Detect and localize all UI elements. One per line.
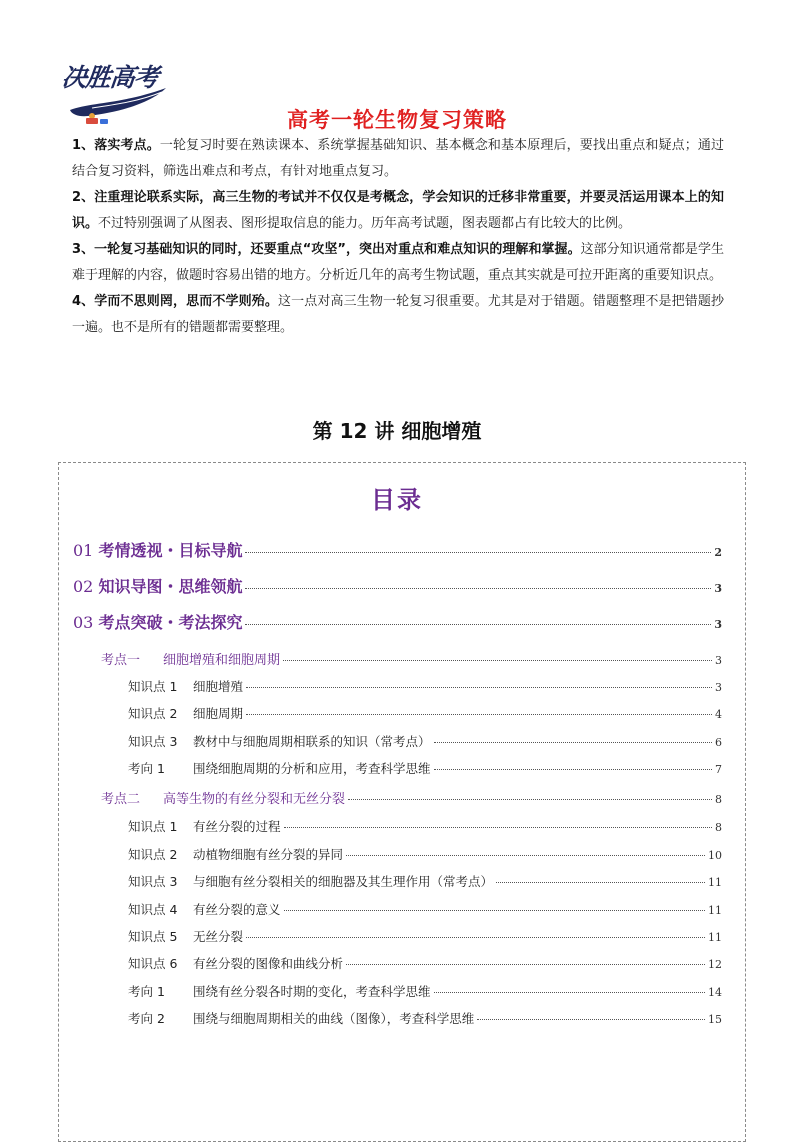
strategy-item <box>72 133 724 185</box>
strategy-list <box>72 133 724 341</box>
toc-leader <box>283 660 712 661</box>
toc-item-label: 知识点 4 <box>128 902 178 917</box>
toc-leader <box>245 624 711 625</box>
strategy-item-text: 一轮复习时要在熟读课本、系统掌握基础知识、基本概念和基本原理后，要找出重点和疑点；通过结合复习资料，筛选出难点和考点，有针对地重点复习。 <box>72 138 724 179</box>
toc-page-number: 10 <box>708 849 722 862</box>
toc-item-link[interactable] <box>128 927 722 945</box>
toc-leader <box>246 687 712 688</box>
toc-item-link[interactable] <box>128 954 722 972</box>
strategy-item <box>72 289 724 341</box>
toc-leader <box>284 910 705 911</box>
toc-item-title: 细胞增殖 <box>193 679 244 694</box>
toc-item-title: 围绕与细胞周期相关的曲线（图像），考查科学思维 <box>193 1011 475 1026</box>
toc-item-label: 知识点 1 <box>128 819 178 834</box>
toc-page-number: 4 <box>715 708 722 721</box>
toc-page-number: 11 <box>708 931 722 944</box>
toc-leader <box>496 882 705 883</box>
toc-item-link[interactable] <box>128 704 722 722</box>
toc-item-label: 知识点 3 <box>128 734 178 749</box>
toc-item-title: 有丝分裂的过程 <box>193 819 281 834</box>
toc-leader <box>477 1019 705 1020</box>
brand-logo-text: 决胜高考 <box>60 63 160 92</box>
toc-page-number: 8 <box>715 793 722 806</box>
strategy-item <box>72 237 724 289</box>
toc-item-label: 知识点 5 <box>128 929 178 944</box>
toc-page-number: 3 <box>715 654 722 667</box>
toc-section-title: 考情透视・目标导航 <box>98 541 243 560</box>
toc-page-number: 12 <box>708 958 722 971</box>
toc-section-num: 03 <box>73 613 94 632</box>
toc-item-title: 无丝分裂 <box>193 929 244 944</box>
toc-item-link[interactable] <box>128 759 722 777</box>
toc-leader <box>245 552 711 553</box>
lecture-title: 第 12 讲 细胞增殖 <box>312 419 482 443</box>
toc-item-label: 考向 1 <box>128 984 165 999</box>
toc-item-link[interactable] <box>128 732 722 750</box>
toc-section-link[interactable] <box>73 610 722 633</box>
strategy-item-text: 这一点对高三生物一轮复习很重要。尤其是对于错题。错题整理不是把错题抄一遍。也不是所有的错题都需要整理。 <box>72 294 724 335</box>
toc-item-link[interactable] <box>128 1009 722 1027</box>
toc-item-label: 考向 1 <box>128 761 165 776</box>
toc-leader <box>434 742 712 743</box>
toc-page-number: 7 <box>715 763 722 776</box>
toc-item-title: 有丝分裂的图像和曲线分析 <box>193 956 344 971</box>
toc-section-link[interactable] <box>73 574 722 597</box>
toc-item-title: 围绕有丝分裂各时期的变化，考查科学思维 <box>193 984 431 999</box>
toc-leader <box>246 937 705 938</box>
toc-item-title: 细胞周期 <box>193 706 244 721</box>
toc-topic-label: 考点二 <box>101 792 141 807</box>
toc-item-label: 知识点 2 <box>128 847 178 862</box>
toc-item-link[interactable] <box>128 677 722 695</box>
toc-page-number: 14 <box>708 986 722 999</box>
toc-leader <box>346 964 705 965</box>
toc-page-number: 3 <box>715 681 722 694</box>
toc-item-title: 围绕细胞周期的分析和应用，考查科学思维 <box>193 761 431 776</box>
strategy-item-bold: 4、学而不思则罔，思而不学则殆。 <box>72 294 278 309</box>
toc-leader <box>434 992 705 993</box>
toc-item-label: 考向 2 <box>128 1011 165 1026</box>
toc-item-title: 与细胞有丝分裂相关的细胞器及其生理作用（常考点） <box>193 874 494 889</box>
toc-page-number: 3 <box>714 582 722 595</box>
strategy-item-bold: 3、一轮复习基础知识的同时，还要重点“攻坚”，突出对重点和难点知识的理解和掌握。 <box>72 242 581 257</box>
strategy-item-text: 不过特别强调了从图表、图形提取信息的能力。历年高考试题，图表题都占有比较大的比例。 <box>98 216 632 231</box>
strategy-item <box>72 185 724 237</box>
toc-page-number: 8 <box>715 821 722 834</box>
toc-item-link[interactable] <box>128 900 722 918</box>
toc-page-number: 11 <box>708 904 722 917</box>
toc-item-label: 知识点 1 <box>128 679 178 694</box>
page-title: 高考一轮生物复习策略 <box>287 108 507 132</box>
toc-item-link[interactable] <box>128 872 722 890</box>
toc-section-title: 考点突破・考法探究 <box>98 613 243 632</box>
toc-section-num: 01 <box>73 541 94 560</box>
toc-leader <box>434 769 712 770</box>
toc-section-link[interactable] <box>73 538 722 561</box>
toc-page-number: 15 <box>708 1013 722 1026</box>
toc-page-number: 3 <box>714 618 722 631</box>
toc-item-link[interactable] <box>128 982 722 1000</box>
toc-item-label: 知识点 2 <box>128 706 178 721</box>
toc-heading: 目录 <box>371 486 423 514</box>
toc-item-label: 知识点 6 <box>128 956 178 971</box>
toc-section-title: 知识导图・思维领航 <box>98 577 243 596</box>
strategy-item-bold: 2、注重理论联系实际，高三生物的考试并不仅仅是考概念，学会知识的迁移非常重要，并要灵活运用课本上的知识。 <box>72 190 724 231</box>
toc-item-link[interactable] <box>128 845 722 863</box>
toc-item-title: 动植物细胞有丝分裂的异同 <box>193 847 344 862</box>
toc-leader <box>284 827 712 828</box>
toc-item-link[interactable] <box>128 817 722 835</box>
toc-topic-link[interactable] <box>101 788 722 807</box>
toc-leader <box>346 855 705 856</box>
toc-leader <box>245 588 711 589</box>
toc-leader <box>246 714 712 715</box>
strategy-item-text: 这部分知识通常都是学生难于理解的内容，做题时容易出错的地方。分析近几年的高考生物试题，重点其实就是可拉开距离的重要知识点。 <box>72 242 724 283</box>
toc-topic-title: 高等生物的有丝分裂和无丝分裂 <box>163 792 346 807</box>
toc-topic-link[interactable] <box>101 649 722 668</box>
toc-page-number: 11 <box>708 876 722 889</box>
toc-item-label: 知识点 3 <box>128 874 178 889</box>
toc-topic-label: 考点一 <box>101 653 141 668</box>
strategy-item-bold: 1、落实考点。 <box>72 138 160 153</box>
toc-item-title: 有丝分裂的意义 <box>193 902 281 917</box>
toc-page-number: 6 <box>715 736 722 749</box>
toc-topic-title: 细胞增殖和细胞周期 <box>163 653 281 668</box>
toc-section-num: 02 <box>73 577 94 596</box>
toc-leader <box>348 799 712 800</box>
toc-page-number: 2 <box>714 546 722 559</box>
toc-item-title: 教材中与细胞周期相联系的知识（常考点） <box>193 734 431 749</box>
